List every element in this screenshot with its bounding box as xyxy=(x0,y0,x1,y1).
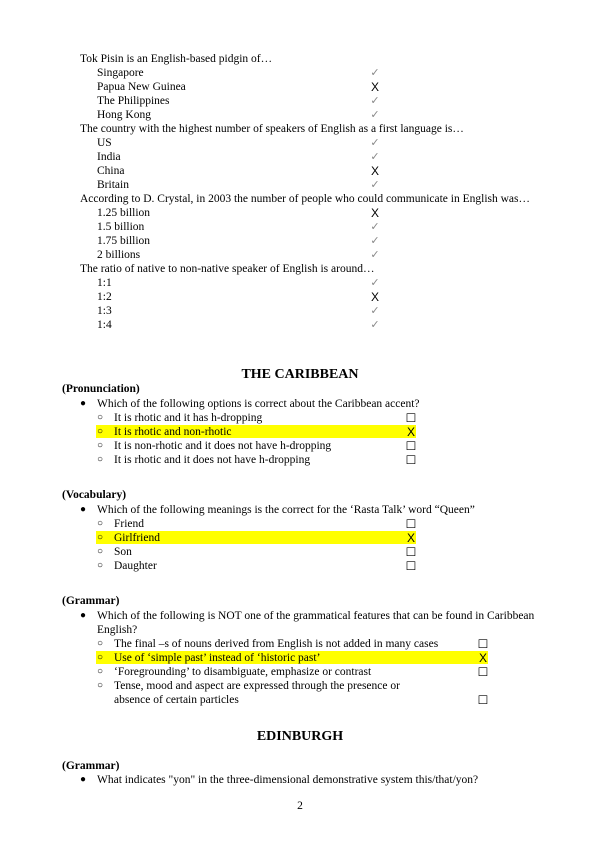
x-mark: X xyxy=(370,80,379,94)
check-icon: ✓ xyxy=(370,277,380,289)
q1-option-2: Papua New Guinea xyxy=(97,81,186,93)
grammar-label: (Grammar) xyxy=(62,595,120,607)
grammar-option-4: Tense, mood and aspect are expressed through the presence or xyxy=(114,680,400,692)
check-icon: ✓ xyxy=(370,179,380,191)
bullet-icon: ● xyxy=(80,398,87,409)
q4-option-1: 1:1 xyxy=(97,277,112,289)
check-icon: ✓ xyxy=(370,249,380,261)
circle-bullet-icon: ○ xyxy=(97,412,104,423)
q3-option-4: 2 billions xyxy=(97,249,141,261)
pron-option-3: It is non-rhotic and it does not have h-dropping xyxy=(114,440,332,452)
x-mark: X xyxy=(370,290,379,304)
vocabulary-label: (Vocabulary) xyxy=(62,489,127,501)
grammar-option-4-line2: absence of certain particles xyxy=(114,694,239,706)
checkbox-icon: ☐ xyxy=(477,693,489,707)
vocab-option-2: Girlfriend xyxy=(114,532,160,544)
pron-question: Which of the following options is correct about the Caribbean accent? xyxy=(97,398,420,410)
check-icon: ✓ xyxy=(370,95,380,107)
pron-option-1: It is rhotic and it has h-dropping xyxy=(114,412,263,424)
check-icon: ✓ xyxy=(370,109,380,121)
question-4: The ratio of native to non-native speaker of English is around… xyxy=(80,263,375,275)
x-mark: X xyxy=(370,164,379,178)
check-icon: ✓ xyxy=(370,235,380,247)
section-title-edinburgh: EDINBURGH xyxy=(256,729,344,744)
checkbox-icon: ☐ xyxy=(405,439,417,453)
pron-option-2: It is rhotic and non-rhotic xyxy=(114,426,232,438)
section-title-caribbean: THE CARIBBEAN xyxy=(241,367,359,382)
q4-option-2: 1:2 xyxy=(97,291,112,303)
grammar-question-line2: English? xyxy=(97,624,138,636)
circle-bullet-icon: ○ xyxy=(97,652,104,663)
check-icon: ✓ xyxy=(370,305,380,317)
q4-option-3: 1:3 xyxy=(97,305,112,317)
grammar-option-1: The final –s of nouns derived from English is not added in many cases xyxy=(114,638,439,650)
check-icon: ✓ xyxy=(370,151,380,163)
q3-option-2: 1.5 billion xyxy=(97,221,145,233)
circle-bullet-icon: ○ xyxy=(97,680,104,691)
edinburgh-grammar-label: (Grammar) xyxy=(62,760,120,772)
q1-option-1: Singapore xyxy=(97,67,144,79)
edinburgh-question: What indicates "yon" in the three-dimensional demonstrative system this/that/yon? xyxy=(97,774,479,786)
q1-option-3: The Philippines xyxy=(97,95,170,107)
x-mark: X xyxy=(370,206,379,220)
vocab-option-1: Friend xyxy=(114,518,145,530)
circle-bullet-icon: ○ xyxy=(97,518,104,529)
circle-bullet-icon: ○ xyxy=(97,532,104,543)
pron-option-4: It is rhotic and it does not have h-dropping xyxy=(114,454,311,466)
question-1: Tok Pisin is an English-based pidgin of… xyxy=(80,53,273,65)
checkbox-icon: ☐ xyxy=(405,517,417,531)
grammar-option-3: ‘Foregrounding’ to disambiguate, emphasize or contrast xyxy=(114,666,372,678)
x-mark: X xyxy=(478,651,487,665)
checkbox-icon: ☐ xyxy=(405,545,417,559)
pronunciation-label: (Pronunciation) xyxy=(62,383,140,395)
page-number: 2 xyxy=(297,800,303,812)
question-3: According to D. Crystal, in 2003 the number of people who could communicate in English was… xyxy=(80,193,531,205)
bullet-icon: ● xyxy=(80,774,87,785)
x-mark: X xyxy=(406,425,415,439)
bullet-icon: ● xyxy=(80,610,87,621)
circle-bullet-icon: ○ xyxy=(97,546,104,557)
q2-option-3: China xyxy=(97,165,125,177)
q3-option-1: 1.25 billion xyxy=(97,207,151,219)
q2-option-1: US xyxy=(97,137,112,149)
vocab-option-3: Son xyxy=(114,546,132,558)
grammar-option-2: Use of ‘simple past’ instead of ‘historic past’ xyxy=(114,652,321,664)
check-icon: ✓ xyxy=(370,137,380,149)
q4-option-4: 1:4 xyxy=(97,319,112,331)
check-icon: ✓ xyxy=(370,221,380,233)
q1-option-4: Hong Kong xyxy=(97,109,151,121)
circle-bullet-icon: ○ xyxy=(97,638,104,649)
checkbox-icon: ☐ xyxy=(477,665,489,679)
circle-bullet-icon: ○ xyxy=(97,426,104,437)
x-mark: X xyxy=(406,531,415,545)
check-icon: ✓ xyxy=(370,319,380,331)
checkbox-icon: ☐ xyxy=(405,453,417,467)
checkbox-icon: ☐ xyxy=(405,559,417,573)
q3-option-3: 1.75 billion xyxy=(97,235,151,247)
circle-bullet-icon: ○ xyxy=(97,454,104,465)
vocab-option-4: Daughter xyxy=(114,560,157,572)
bullet-icon: ● xyxy=(80,504,87,515)
circle-bullet-icon: ○ xyxy=(97,666,104,677)
circle-bullet-icon: ○ xyxy=(97,440,104,451)
question-2: The country with the highest number of speakers of English as a first language is… xyxy=(80,123,464,135)
circle-bullet-icon: ○ xyxy=(97,560,104,571)
vocab-question: Which of the following meanings is the correct for the ‘Rasta Talk’ word “Queen” xyxy=(97,504,475,516)
checkbox-icon: ☐ xyxy=(477,637,489,651)
check-icon: ✓ xyxy=(370,67,380,79)
q2-option-2: India xyxy=(97,151,121,163)
q2-option-4: Britain xyxy=(97,179,129,191)
checkbox-icon: ☐ xyxy=(405,411,417,425)
grammar-question-line1: Which of the following is NOT one of the grammatical features that can be found in Caribbean xyxy=(97,610,535,622)
